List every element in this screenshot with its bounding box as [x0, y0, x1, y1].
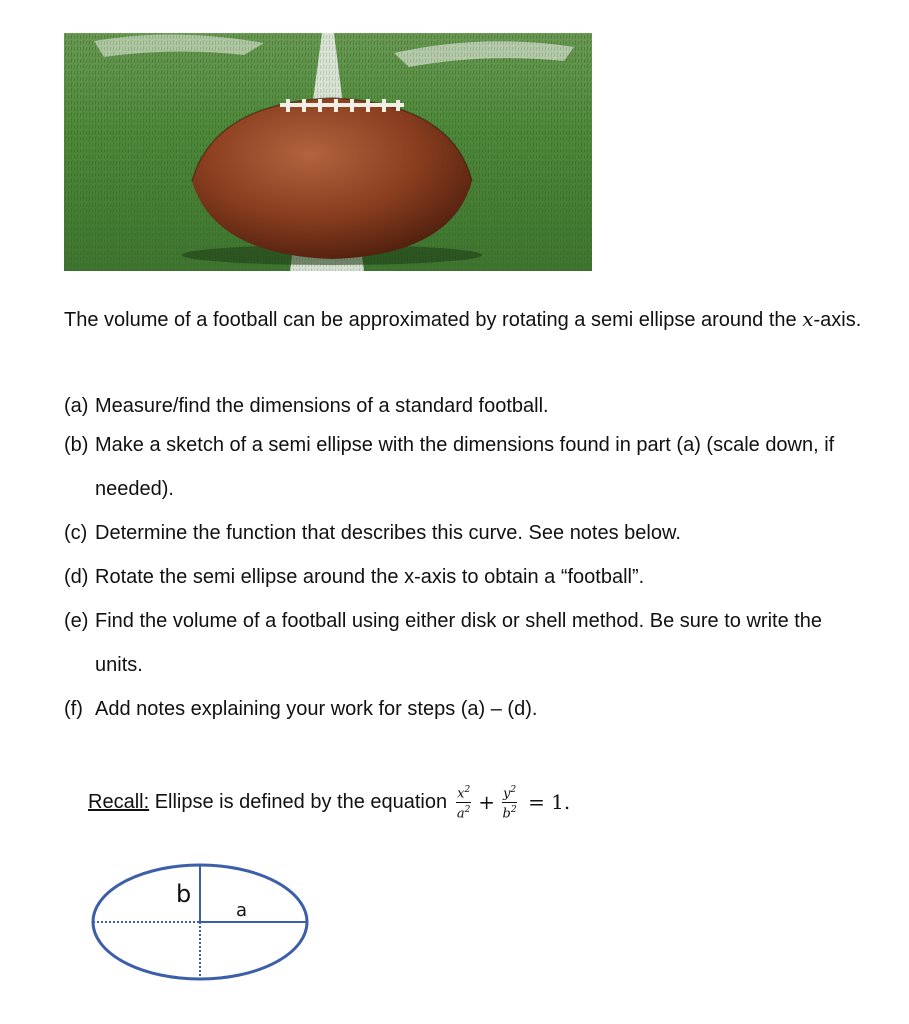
step-label: (a): [64, 395, 89, 417]
step-text: Add notes explaining your work for steps (a) – (d).: [95, 698, 538, 720]
step-text: Find the volume of a football using either disk or shell method. Be sure to write the units.: [95, 610, 823, 676]
step-text: Determine the function that describes this curve. See notes below.: [95, 522, 681, 544]
fraction-y: $\frac{y^2}{b^2}$: [502, 785, 517, 821]
intro-variable: x: [802, 307, 814, 331]
step-label: (b): [64, 434, 89, 456]
step-e: [64, 599, 864, 687]
step-label: (f): [64, 698, 83, 720]
step-a: [64, 390, 864, 422]
step-f: [64, 687, 864, 731]
ellipse-diagram: [56, 852, 338, 1020]
step-text: Make a sketch of a semi ellipse with the dimensions found in part (a) (scale down, if needed).: [95, 434, 835, 500]
step-text: Measure/find the dimensions of a standard football.: [95, 395, 549, 417]
recall-line: [88, 776, 574, 828]
plus-sign: +: [478, 790, 495, 814]
recall-text: Ellipse is defined by the equation: [149, 790, 448, 813]
step-label: (c): [64, 522, 88, 544]
steps-list: [64, 390, 864, 731]
label-a: a: [236, 900, 248, 921]
intro-paragraph: [64, 303, 864, 336]
recall-label: Recall:: [88, 790, 150, 813]
fraction-x: $\frac{x^2}{a^2}$: [456, 785, 471, 821]
step-d: [64, 555, 864, 599]
intro-text: The volume of a football can be approximated by rotating a semi ellipse around the: [64, 309, 803, 331]
step-c: [64, 511, 864, 555]
step-label: (e): [64, 610, 89, 632]
label-b: b: [176, 880, 192, 908]
ellipse-equation: [453, 783, 574, 821]
football-photo: [64, 33, 592, 271]
step-text: Rotate the semi ellipse around the x-axis to obtain a “football”.: [95, 566, 645, 588]
step-b: [64, 423, 864, 511]
intro-suffix: -axis.: [813, 309, 862, 331]
step-label: (d): [64, 566, 89, 588]
equation-rhs: = 1.: [528, 790, 571, 814]
